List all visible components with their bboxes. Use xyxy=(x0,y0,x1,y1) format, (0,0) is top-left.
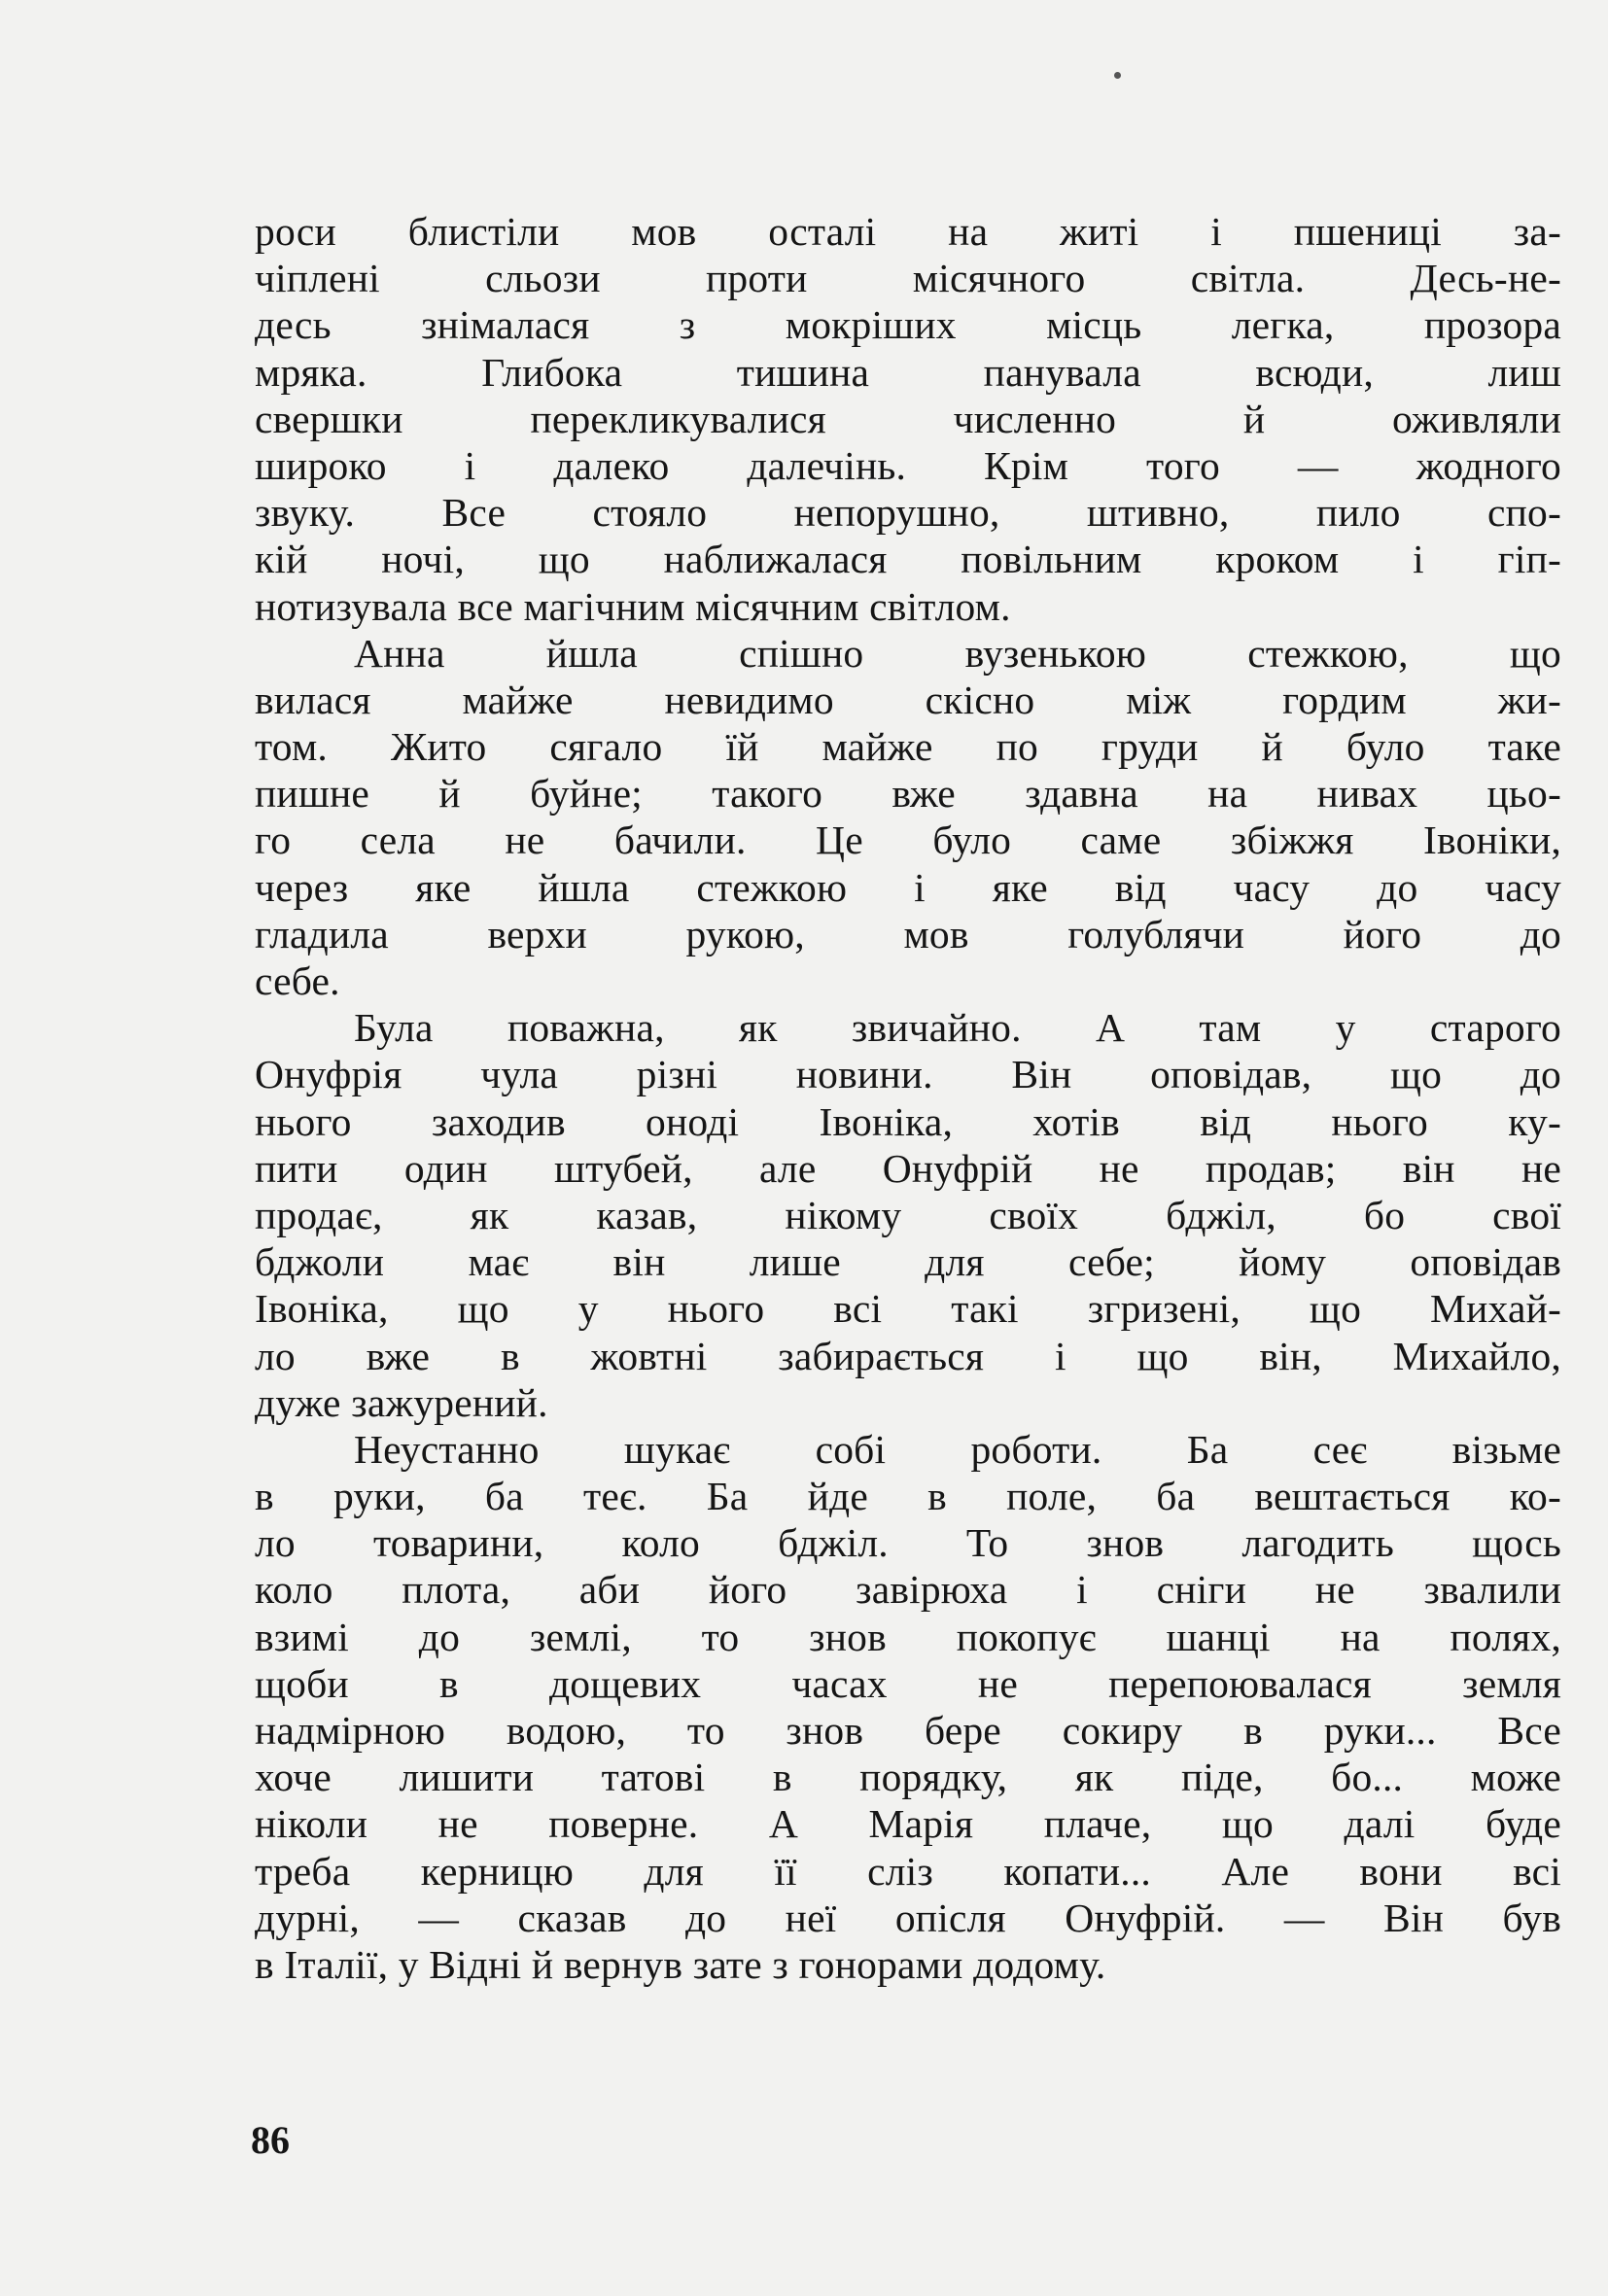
text-line: себе. xyxy=(255,958,340,1003)
text-line: надмірною водою, то знов бере сокиру в руки... Все xyxy=(255,1708,1561,1753)
text-line: гладила верхи рукою, мов голублячи його до xyxy=(255,911,1561,957)
text-line: мряка. Глибока тишина панувала всюди, лиш xyxy=(255,349,1561,395)
text-line: дуже зажурений. xyxy=(255,1379,548,1425)
text-line: Івоніка, що у нього всі такі згризені, що Михай- xyxy=(255,1286,1561,1332)
text-line: бджоли має він лише для себе; йому оповідав xyxy=(255,1239,1561,1285)
text-line: роси блистіли мов осталі на житі і пшениці за- xyxy=(255,209,1561,254)
text-line: широко і далеко далечінь. Крім того — жодного xyxy=(255,442,1561,488)
text-line: кій ночі, що наближалася повільним кроком і гіп- xyxy=(255,537,1561,582)
text-line: коло плота, аби його завірюха і сніги не звалили xyxy=(255,1567,1561,1613)
text-line: нотизувала все магічним місячним світлом. xyxy=(255,583,1011,629)
text-line: вилася майже невидимо скісно між гордим жи- xyxy=(255,677,1561,722)
text-line: взимі до землі, то знов покопує шанці на полях, xyxy=(255,1614,1561,1659)
paragraph xyxy=(255,630,1561,1005)
text-line: Неустанно шукає собі роботи. Ба сеє візьме xyxy=(354,1426,1561,1472)
text-line: Онуфрія чула різні новини. Він оповідав, що до xyxy=(255,1052,1561,1097)
text-line: пити один штубей, але Онуфрій не продав; він не xyxy=(255,1145,1561,1191)
paragraph xyxy=(255,208,1561,630)
text-line: дурні, — сказав до неї опісля Онуфрій. — Він був xyxy=(255,1895,1561,1940)
text-line: щоби в дощевих часах не перепоювалася земля xyxy=(255,1660,1561,1706)
text-line: продає, як казав, нікому своїх бджіл, бо свої xyxy=(255,1192,1561,1237)
text-line: звуку. Все стояло непорушно, штивно, пило спо- xyxy=(255,490,1561,536)
text-line: десь знімалася з мокріших місць легка, прозора xyxy=(255,302,1561,348)
text-line: треба керницю для її сліз копати... Але вони всі xyxy=(255,1848,1561,1894)
text-line: Анна йшла спішно вузенькою стежкою, що xyxy=(354,630,1561,676)
ink-speck xyxy=(1114,72,1121,79)
text-line: ло вже в жовтні забирається і що він, Михайло, xyxy=(255,1333,1561,1378)
text-line: Була поважна, як звичайно. А там у старого xyxy=(354,1005,1561,1051)
text-line: свершки перекликувалися численно й оживляли xyxy=(255,396,1561,441)
body-text xyxy=(255,208,1561,1988)
paragraph xyxy=(255,1004,1561,1426)
text-line: чіплені сльози проти місячного світла. Десь-не- xyxy=(255,256,1561,301)
text-line: ло товарини, коло бджіл. То знов лагодить щось xyxy=(255,1520,1561,1566)
text-line: том. Жито сягало їй майже по груди й було таке xyxy=(255,724,1561,770)
page-number: 86 xyxy=(251,2118,290,2162)
text-line: через яке йшла стежкою і яке від часу до часу xyxy=(255,864,1561,910)
text-line: пишне й буйне; такого вже здавна на нивах цьо- xyxy=(255,771,1561,817)
text-line: в руки, ба теє. Ба йде в поле, ба вештається ко- xyxy=(255,1474,1561,1519)
text-line: го села не бачили. Це було саме збіжжя Івоніки, xyxy=(255,818,1561,863)
text-line: ніколи не поверне. А Марія плаче, що далі буде xyxy=(255,1801,1561,1847)
text-line: в Італії, у Відні й вернув зате з гонорами додому. xyxy=(255,1941,1106,1987)
paragraph xyxy=(255,1426,1561,1988)
text-line: нього заходив оноді Івоніка, хотів від нього ку- xyxy=(255,1098,1561,1144)
text-line: хоче лишити татові в порядку, як піде, бо... може xyxy=(255,1755,1561,1800)
